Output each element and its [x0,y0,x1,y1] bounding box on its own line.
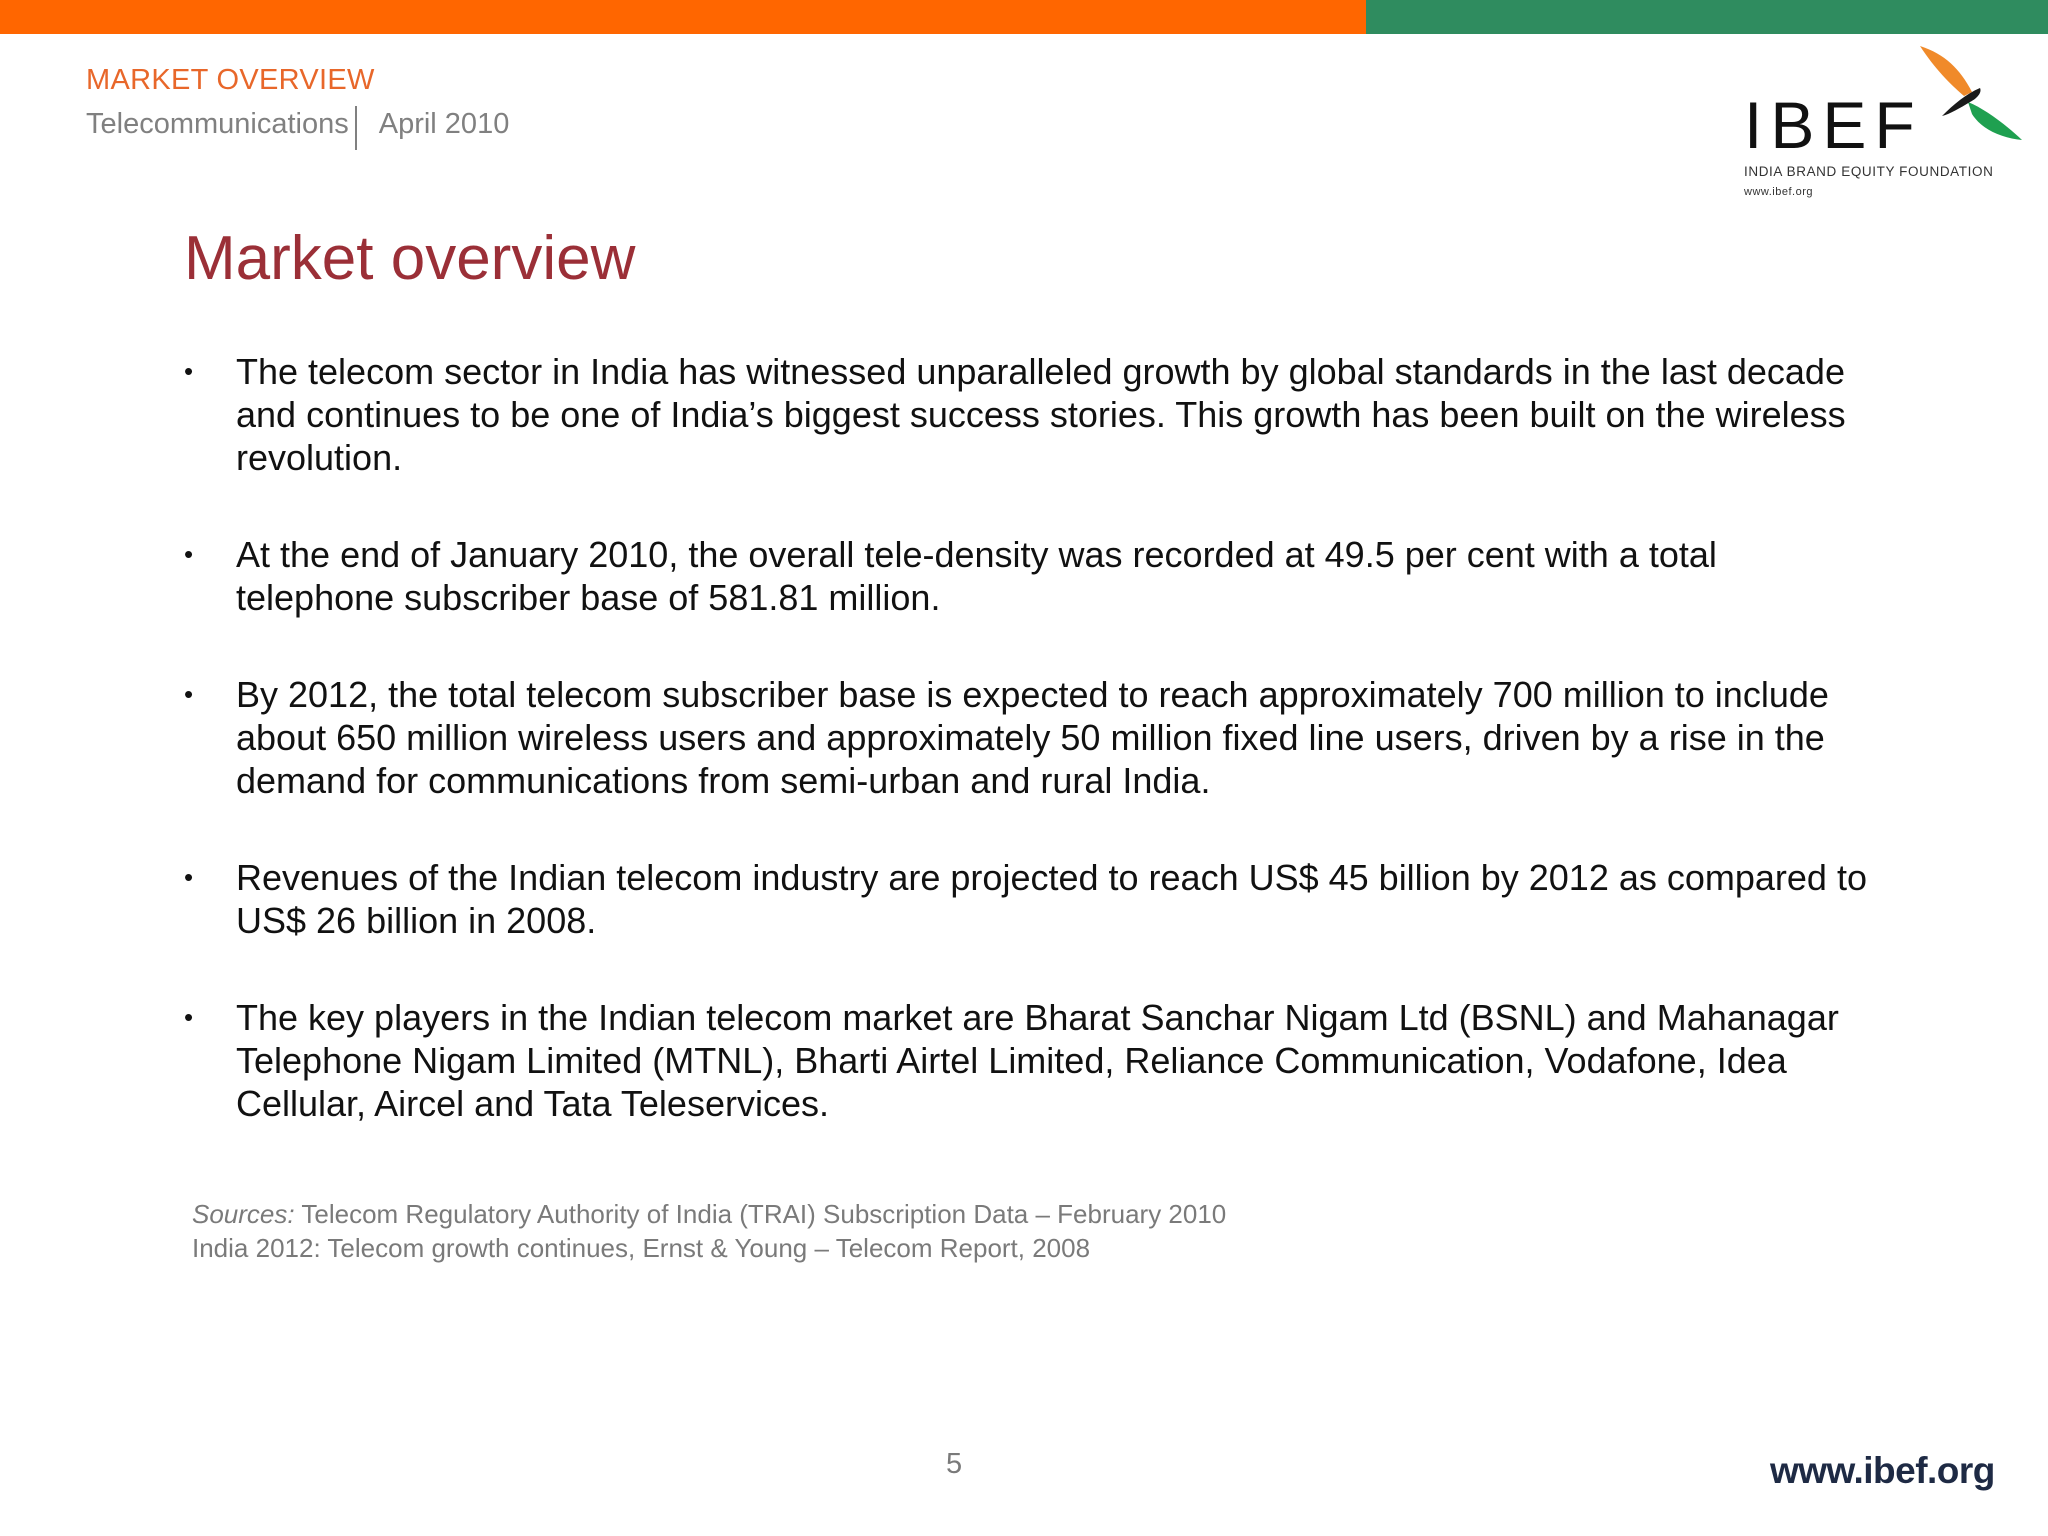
sources-line-1 [192,1197,1226,1231]
bullet-icon: • [184,356,194,386]
date-label: April 2010 [378,107,510,140]
bullet-item [180,350,1880,479]
bullet-icon: • [184,862,194,892]
sources-label: Sources: [192,1199,295,1229]
sources-line-2: India 2012: Telecom growth continues, Ernst & Young – Telecom Report, 2008 [192,1233,1091,1263]
bullet-text: The key players in the Indian telecom market are Bharat Sanchar Nigam Ltd (BSNL) and Mahanagar Telephone Nigam Limited (MTNL), Bharti Airtel Limited, Reliance Communication, Vodafone, Idea Cellular, Aircel and Tata Teleservices. [236,997,1839,1124]
top-bar-green-segment [1366,0,2048,34]
separator [355,106,357,150]
subheader [86,102,509,146]
logo-tagline: INDIA BRAND EQUITY FOUNDATION [1744,164,1994,179]
logo-wordmark: IBEF [1744,88,1923,162]
bullet-item [180,673,1880,802]
bullet-icon: • [184,679,194,709]
page-number: 5 [946,1448,963,1480]
top-bar-orange-segment [0,0,1366,34]
ibef-logo [1740,40,2030,210]
bullet-list [180,350,1880,1179]
bullet-text: The telecom sector in India has witnessed unparalleled growth by global standards in the last decade and continues to be one of India’s biggest success stories. This growth has been built on the wireless revolution. [236,351,1846,478]
page-title: Market overview [184,224,636,293]
footer-url: www.ibef.org [1770,1450,1995,1491]
bullet-text: By 2012, the total telecom subscriber base is expected to reach approximately 700 million to include about 650 million wireless users and approximately 50 million fixed line users, driven by a rise in the demand for communications from semi-urban and rural India. [236,674,1829,801]
sector-label: Telecommunications [86,107,349,140]
bullet-item [180,856,1880,942]
bullet-text: At the end of January 2010, the overall tele-density was recorded at 49.5 per cent with a total telephone subscriber base of 581.81 million. [236,534,1717,618]
bullet-icon: • [184,1002,194,1032]
bullet-item [180,533,1880,619]
logo-url: www.ibef.org [1744,186,1813,198]
bullet-text: Revenues of the Indian telecom industry are projected to reach US$ 45 billion by 2012 as compared to US$ 26 billion in 2008. [236,857,1867,941]
bullet-item [180,996,1880,1125]
sources-text-1: Telecom Regulatory Authority of India (TRAI) Subscription Data – February 2010 [301,1199,1227,1229]
section-label: MARKET OVERVIEW [86,64,375,96]
bullet-icon: • [184,539,194,569]
sources-note [192,1197,1226,1265]
top-color-bar [0,0,2048,34]
